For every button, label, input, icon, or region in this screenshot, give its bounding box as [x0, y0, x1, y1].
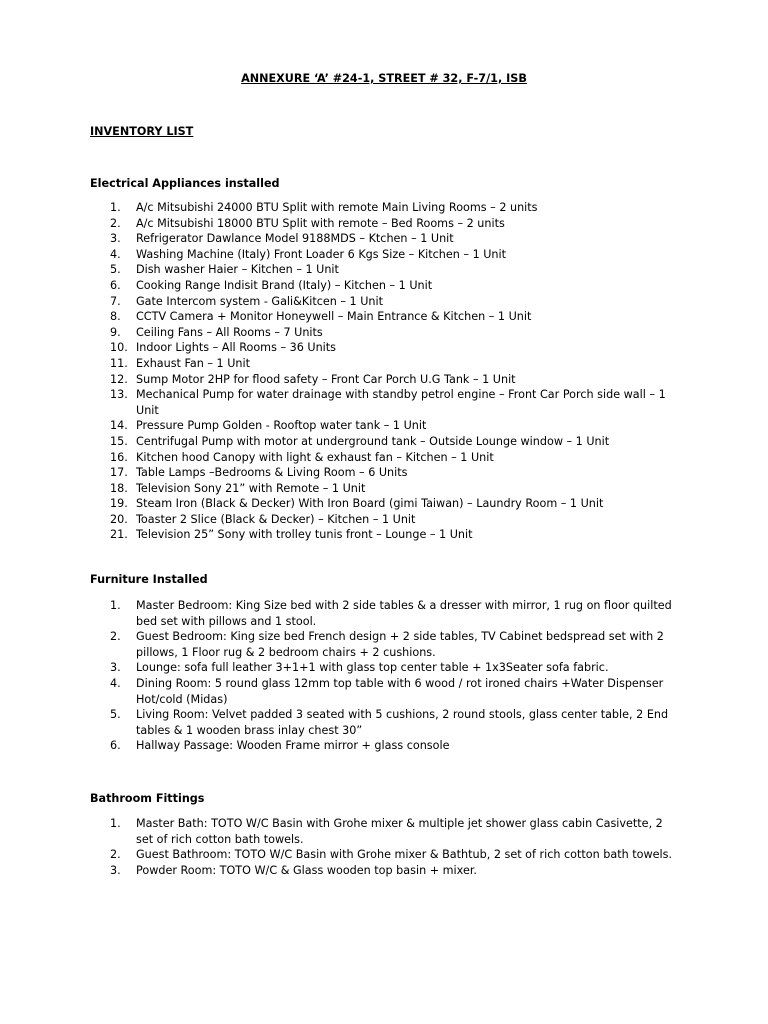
- list-item-number: 8.: [110, 310, 121, 324]
- list-item: [90, 387, 680, 418]
- list-item-text: A/c Mitsubishi 18000 BTU Split with remote – Bed Rooms – 2 units: [136, 216, 505, 230]
- list-item-text: Exhaust Fan – 1 Unit: [136, 356, 251, 370]
- list-item-text: Cooking Range Indisit Brand (Italy) – Kitchen – 1 Unit: [136, 278, 433, 292]
- list-item: [90, 450, 680, 466]
- list-item: [90, 278, 680, 294]
- list-item-text: Gate Intercom system - Gali&Kitcen – 1 Unit: [136, 294, 383, 308]
- list-item: [90, 262, 680, 278]
- list-item-text: Steam Iron (Black & Decker) With Iron Board (gimi Taiwan) – Laundry Room – 1 Unit: [136, 497, 604, 511]
- list-item-text: Pressure Pump Golden - Rooftop water tank – 1 Unit: [136, 419, 427, 433]
- list-item-number: 21.: [110, 528, 128, 542]
- list-item-number: 2.: [110, 630, 121, 644]
- list-item-text: Indoor Lights – All Rooms – 36 Units: [136, 341, 337, 355]
- list-item-text: Washing Machine (Italy) Front Loader 6 Kgs Size – Kitchen – 1 Unit: [136, 247, 507, 261]
- list-item: [90, 434, 680, 450]
- list-item-text: Ceiling Fans – All Rooms – 7 Units: [136, 325, 323, 339]
- list-item: [90, 309, 680, 325]
- list-item-text: A/c Mitsubishi 24000 BTU Split with remote Main Living Rooms – 2 units: [136, 201, 538, 214]
- list-item-number: 2.: [110, 216, 121, 230]
- page-title: ANNEXURE ‘A’ #24-1, STREET # 32, F-7/1, ISB: [241, 72, 527, 85]
- list-item: [90, 247, 680, 263]
- list-item: [90, 707, 680, 738]
- list-item: [90, 325, 680, 341]
- list-item-number: 11.: [110, 356, 128, 370]
- list-item: [90, 598, 680, 629]
- list-item: [90, 527, 680, 543]
- list-item-text: Sump Motor 2HP for flood safety – Front Car Porch U.G Tank – 1 Unit: [136, 372, 516, 386]
- electrical-appliances-list: [90, 200, 680, 543]
- bathroom-fittings-list: [90, 816, 680, 878]
- list-item-text: Lounge: sofa full leather 3+1+1 with glass top center table + 1x3Seater sofa fabric.: [136, 661, 609, 675]
- list-item: [90, 231, 680, 247]
- list-item: [90, 356, 680, 372]
- list-item-number: 6.: [110, 278, 121, 292]
- list-item: [90, 340, 680, 356]
- list-item-number: 3.: [110, 863, 121, 877]
- list-item-text: Hallway Passage: Wooden Frame mirror + glass console: [136, 739, 450, 753]
- list-item-text: Guest Bedroom: King size bed French design + 2 side tables, TV Cabinet bedspread set with 2 pillows, 1 Floor rug & 2 bedroom chairs + 2 cushions.: [136, 630, 664, 659]
- list-item-text: Dining Room: 5 round glass 12mm top table with 6 wood / rot ironed chairs +Water Dispenser Hot/cold (Midas): [136, 676, 664, 706]
- list-item: [90, 481, 680, 497]
- list-item-text: Centrifugal Pump with motor at underground tank – Outside Lounge window – 1 Unit: [136, 434, 610, 448]
- list-item: [90, 676, 680, 707]
- furniture-list: [90, 598, 680, 754]
- list-item-text: Master Bedroom: King Size bed with 2 side tables & a dresser with mirror, 1 rug on floor quilted bed set with pillows and 1 stool.: [136, 599, 672, 628]
- bathroom-section-heading: Bathroom Fittings: [90, 792, 205, 805]
- list-item-text: Toaster 2 Slice (Black & Decker) – Kitchen – 1 Unit: [136, 512, 416, 526]
- list-item: [90, 418, 680, 434]
- list-item-number: 2.: [110, 848, 121, 862]
- list-item: [90, 660, 680, 676]
- electrical-section-heading: Electrical Appliances installed: [90, 177, 280, 190]
- list-item: [90, 512, 680, 528]
- list-item-text: Mechanical Pump for water drainage with standby petrol engine – Front Car Porch side wall – 1 Unit: [136, 388, 666, 417]
- list-item-number: 14.: [110, 419, 128, 433]
- list-item-text: Dish washer Haier – Kitchen – 1 Unit: [136, 263, 339, 277]
- list-item-number: 5.: [110, 708, 121, 722]
- list-item-number: 10.: [110, 341, 128, 355]
- list-item-text: Refrigerator Dawlance Model 9188MDS – Ktchen – 1 Unit: [136, 232, 454, 246]
- list-item-number: 6.: [110, 739, 121, 753]
- furniture-section-heading: Furniture Installed: [90, 573, 208, 586]
- list-item-text: Living Room: Velvet padded 3 seated with 5 cushions, 2 round stools, glass center table, 2 End tables & 1 wooden brass inlay chest 30”: [136, 708, 669, 737]
- list-item: [90, 629, 680, 660]
- list-item-number: 3.: [110, 232, 121, 246]
- list-item-number: 20.: [110, 512, 128, 526]
- list-item-text: Television Sony 21” with Remote – 1 Unit: [136, 481, 366, 495]
- list-item-number: 1.: [110, 201, 121, 214]
- list-item: [90, 496, 680, 512]
- list-item-text: Kitchen hood Canopy with light & exhaust fan – Kitchen – 1 Unit: [136, 450, 494, 464]
- list-item-text: Television 25” Sony with trolley tunis front – Lounge – 1 Unit: [136, 528, 473, 542]
- list-item-number: 18.: [110, 481, 128, 495]
- list-item-number: 1.: [110, 599, 121, 612]
- list-item: [90, 863, 680, 879]
- list-item: [90, 372, 680, 388]
- list-item-number: 3.: [110, 661, 121, 675]
- list-item-number: 12.: [110, 372, 128, 386]
- list-item-number: 19.: [110, 497, 128, 511]
- list-item-number: 7.: [110, 294, 121, 308]
- list-item-number: 1.: [110, 817, 121, 830]
- list-item-text: CCTV Camera + Monitor Honeywell – Main Entrance & Kitchen – 1 Unit: [136, 310, 532, 324]
- list-item: [90, 465, 680, 481]
- list-item-number: 13.: [110, 388, 128, 402]
- list-item: [90, 216, 680, 232]
- list-item: [90, 200, 680, 216]
- list-item-text: Master Bath: TOTO W/C Basin with Grohe mixer & multiple jet shower glass cabin Casivette, 2 set of rich cotton bath towels.: [136, 817, 663, 846]
- list-item-number: 17.: [110, 466, 128, 480]
- list-item-number: 5.: [110, 263, 121, 277]
- list-item: [90, 738, 680, 754]
- list-item-text: Guest Bathroom: TOTO W/C Basin with Grohe mixer & Bathtub, 2 set of rich cotton bath towels.: [136, 848, 673, 862]
- list-item-number: 9.: [110, 325, 121, 339]
- list-item-number: 4.: [110, 676, 121, 690]
- list-item-number: 16.: [110, 450, 128, 464]
- list-item: [90, 816, 680, 847]
- list-item: [90, 294, 680, 310]
- list-item-text: Powder Room: TOTO W/C & Glass wooden top basin + mixer.: [136, 863, 477, 877]
- list-item-number: 4.: [110, 247, 121, 261]
- inventory-list-heading: INVENTORY LIST: [90, 125, 194, 138]
- list-item-text: Table Lamps –Bedrooms & Living Room – 6 Units: [136, 466, 408, 480]
- list-item: [90, 847, 680, 863]
- list-item-number: 15.: [110, 434, 128, 448]
